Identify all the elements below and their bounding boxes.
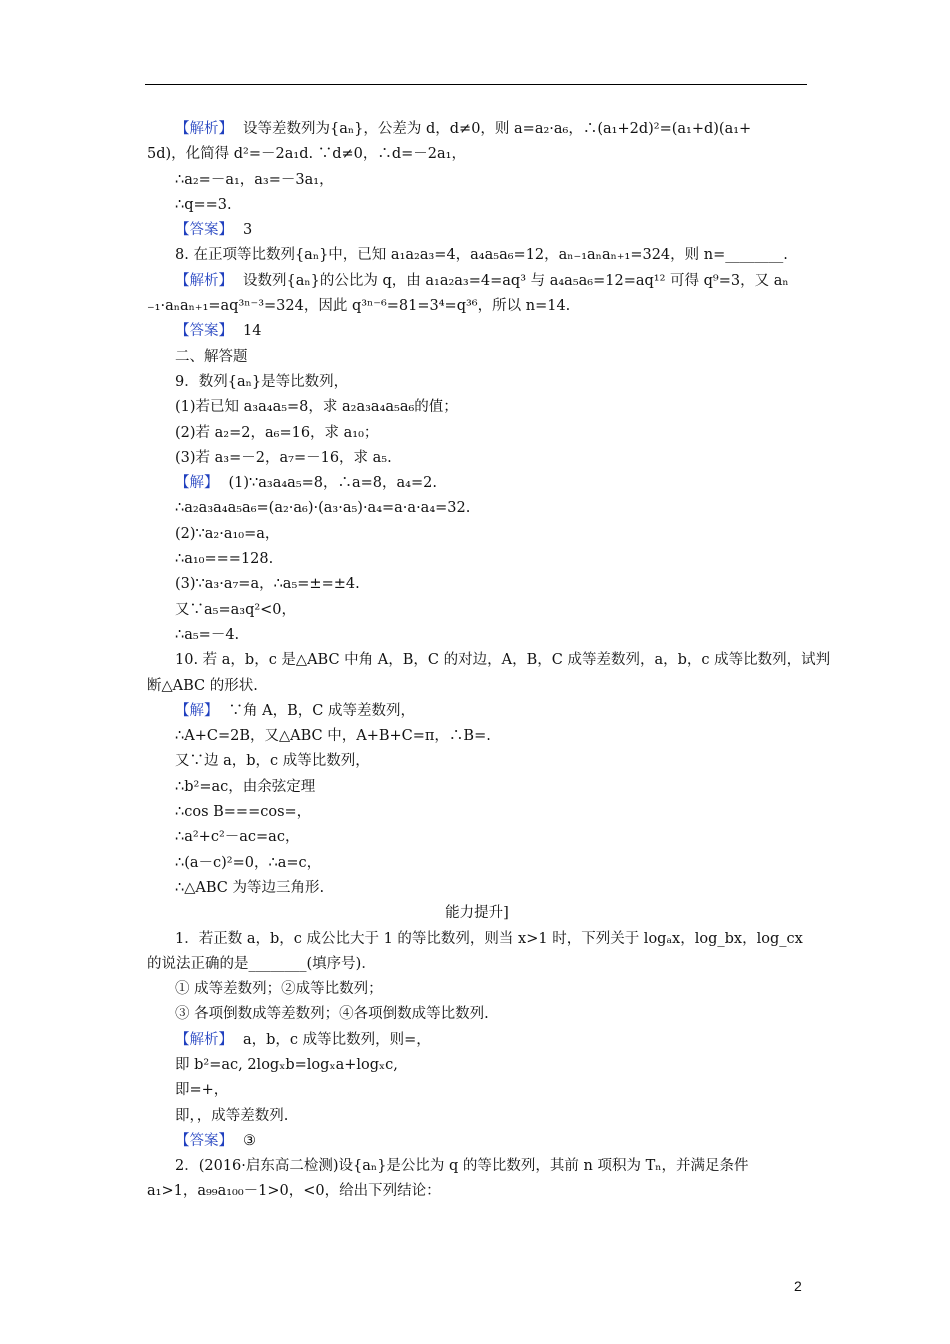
text-line bbox=[175, 421, 807, 446]
text-line bbox=[175, 1129, 807, 1154]
line-text: ∴cos B===cos=， bbox=[175, 804, 312, 821]
line-text: 二、解答题 bbox=[175, 348, 248, 365]
line-text: ∴a²+c²－ac=ac， bbox=[175, 829, 300, 846]
line-text: ∴a₁₀===128. bbox=[175, 551, 274, 568]
text-line bbox=[175, 977, 807, 1002]
text-line bbox=[175, 395, 807, 420]
text-line bbox=[175, 749, 807, 774]
text-line bbox=[175, 851, 807, 876]
line-text: (2)若 a₂=2，a₆=16，求 a₁₀； bbox=[175, 424, 379, 441]
text-line bbox=[175, 1154, 807, 1179]
line-text: 即，，成等差数列. bbox=[175, 1107, 289, 1124]
text-line bbox=[175, 1078, 807, 1103]
text-line bbox=[147, 901, 807, 926]
text-line bbox=[175, 876, 807, 901]
line-text: (3)若 a₃=－2，a₇=－16，求 a₅. bbox=[175, 449, 392, 466]
text-line bbox=[175, 775, 807, 800]
line-text: 9．数列{aₙ}是等比数列， bbox=[175, 373, 349, 390]
text-line bbox=[175, 648, 831, 673]
section-tag: 【解析】 bbox=[175, 121, 233, 137]
text-line bbox=[175, 598, 807, 623]
line-text: a₁>1，a₉₉a₁₀₀－1>0，<0，给出下列结论： bbox=[147, 1183, 441, 1200]
line-text: ① 成等差数列；②成等比数列； bbox=[175, 981, 383, 998]
line-text: ③ bbox=[243, 1132, 256, 1149]
text-line bbox=[175, 1053, 807, 1078]
line-text: 10. 若 a，b，c 是△ABC 中角 A，B，C 的对边，A，B，C 成等差数列，a，b，c 成等比数列，试判 bbox=[175, 652, 831, 669]
line-text: 的说法正确的是________(填序号)． bbox=[147, 955, 376, 972]
section-tag: 【答案】 bbox=[175, 1132, 233, 1149]
text-line bbox=[175, 927, 807, 952]
line-text: 断△ABC 的形状. bbox=[147, 677, 258, 694]
text-line bbox=[175, 218, 807, 243]
line-text: 设数列{aₙ}的公比为 q，由 a₁a₂a₃=4=aq³ 与 a₄a₅a₆=12=aq¹² 可得 q⁹=3，又 aₙ bbox=[243, 272, 789, 289]
line-text: 设等差数列为{aₙ}，公差为 d，d≠0，则 a=a₂·a₆，∴(a₁+2d)²=(a₁+d)(a₁+ bbox=[243, 121, 752, 137]
text-line bbox=[175, 547, 807, 572]
text-line bbox=[175, 522, 807, 547]
line-text: 即 b²=ac, 2logₓb=logₓa+logₓc, bbox=[175, 1056, 398, 1073]
section-tag: 【答案】 bbox=[175, 323, 233, 340]
line-text: a，b，c 成等比数列，则=， bbox=[243, 1031, 431, 1048]
line-text: ₋₁·aₙaₙ₊₁=aq³ⁿ⁻³=324，因此 q³ⁿ⁻⁶=81=3⁴=q³⁶，所以 n=14. bbox=[147, 298, 571, 315]
text-line bbox=[175, 193, 807, 218]
text-line bbox=[175, 168, 807, 193]
line-text: ③ 各项倒数成等差数列；④各项倒数成等比数列. bbox=[175, 1006, 489, 1023]
text-line bbox=[175, 800, 807, 825]
line-text: ∴a₂a₃a₄a₅a₆=(a₂·a₆)·(a₃·a₅)·a₄=a·a·a₄=32. bbox=[175, 500, 471, 517]
line-text: ∴a₅=－4. bbox=[175, 626, 240, 643]
section-tag: 【答案】 bbox=[175, 222, 233, 239]
line-text: (1)∵a₃a₄a₅=8，∴a=8，a₄=2. bbox=[228, 475, 437, 492]
section-tag: 【解】 bbox=[175, 702, 219, 719]
line-text: 又∵a₅=a₃q²<0， bbox=[175, 601, 297, 618]
section-tag: 【解析】 bbox=[175, 272, 233, 289]
page-number: 2 bbox=[794, 1278, 802, 1294]
line-text: 8. 在正项等比数列{aₙ}中，已知 a₁a₂a₃=4，a₄a₅a₆=12，aₙ₋₁aₙaₙ₊₁=324，则 n=________. bbox=[175, 247, 788, 264]
line-text: 2．(2016·启东高二检测)设{aₙ}是公比为 q 的等比数列，其前 n 项积为 Tₙ，并满足条件 bbox=[175, 1158, 749, 1175]
line-text: (3)∵a₃·a₇=a，∴a₅=±=±4. bbox=[175, 576, 360, 593]
line-text: ∴q==3. bbox=[175, 196, 232, 213]
line-text: ∴△ABC 为等边三角形. bbox=[175, 879, 325, 896]
line-text: ∵角 A，B，C 成等差数列， bbox=[228, 702, 415, 719]
text-line bbox=[175, 243, 807, 268]
text-line bbox=[175, 724, 807, 749]
text-line bbox=[175, 699, 807, 724]
text-line bbox=[175, 345, 807, 370]
text-line bbox=[175, 1104, 807, 1129]
line-text: ∴A+C=2B，又△ABC 中，A+B+C=π，∴B=. bbox=[175, 728, 491, 745]
section-tag: 【解析】 bbox=[175, 1031, 233, 1048]
text-line bbox=[175, 319, 807, 344]
line-text: 1．若正数 a，b，c 成公比大于 1 的等比数列，则当 x>1 时，下列关于 logₐx，log_bx，log_cx bbox=[175, 930, 803, 947]
line-text: 即=+， bbox=[175, 1082, 229, 1099]
text-line bbox=[175, 825, 807, 850]
text-line bbox=[175, 370, 807, 395]
text-line bbox=[175, 1028, 807, 1053]
text-line bbox=[175, 446, 807, 471]
text-line bbox=[147, 1179, 807, 1204]
text-line bbox=[175, 572, 807, 597]
text-line bbox=[175, 117, 807, 142]
text-line bbox=[147, 142, 807, 167]
text-line bbox=[175, 1002, 807, 1027]
line-text: (1)若已知 a₃a₄a₅=8，求 a₂a₃a₄a₅a₆的值； bbox=[175, 399, 458, 416]
text-line bbox=[175, 496, 807, 521]
line-text: 能力提升] bbox=[445, 905, 509, 922]
text-line bbox=[147, 294, 807, 319]
text-line bbox=[175, 269, 807, 294]
line-text: ∴a₂=－a₁，a₃=－3a₁， bbox=[175, 171, 334, 188]
header-rule bbox=[145, 84, 807, 85]
document-body bbox=[147, 117, 831, 1205]
line-text: 3 bbox=[243, 222, 253, 239]
text-line bbox=[175, 471, 807, 496]
text-line bbox=[147, 674, 807, 699]
line-text: 14 bbox=[243, 323, 262, 340]
section-tag: 【解】 bbox=[175, 475, 219, 492]
line-text: ∴b²=ac，由余弦定理 bbox=[175, 778, 316, 795]
text-line bbox=[147, 952, 807, 977]
line-text: 又∵边 a，b，c 成等比数列， bbox=[175, 753, 370, 770]
text-line bbox=[175, 623, 807, 648]
line-text: ∴(a－c)²=0，∴a=c， bbox=[175, 854, 322, 871]
line-text: 5d)，化简得 d²=－2a₁d. ∵d≠0，∴d=－2a₁， bbox=[147, 146, 466, 163]
line-text: (2)∵a₂·a₁₀=a， bbox=[175, 525, 280, 542]
